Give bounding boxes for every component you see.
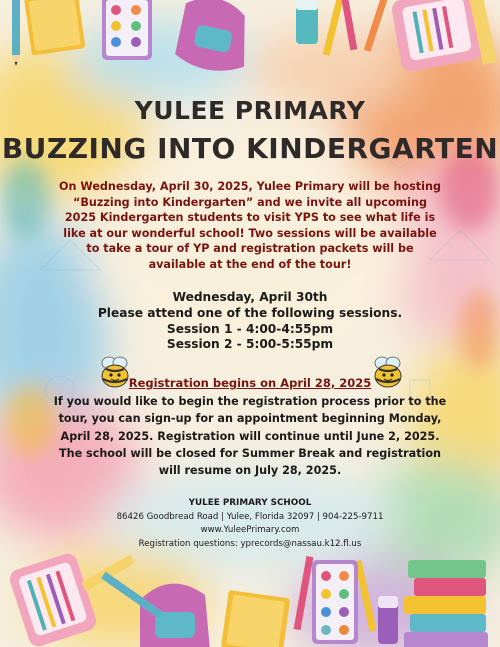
school-address: 86426 Goodbread Road | Yulee, Florida 32097 | 904-225-9711 bbox=[116, 511, 384, 522]
school-name: YULEE PRIMARY SCHOOL bbox=[188, 498, 312, 508]
school-website[interactable]: www.YuleePrimary.com bbox=[200, 525, 300, 536]
intro-paragraph: On Wednesday, April 30, 2025, Yulee Primary will be hosting “Buzzing into Kindergarten” and we invite all upcoming 2025 Kindergarten students to visit YPS to see what life is like at our wonderful school! Two sessions will be available to take a tour of YP and registration packets will be available at the end of the tour! bbox=[59, 180, 441, 271]
registration-heading: Registration begins on April 28, 2025 bbox=[128, 376, 372, 390]
session-2: Session 2 - 5:00-5:55pm bbox=[166, 337, 334, 352]
title-line-2: BUZZING INTO KINDERGARTEN bbox=[1, 132, 499, 165]
school-contact-block bbox=[0, 497, 500, 551]
session-1: Session 1 - 4:00-4:55pm bbox=[166, 321, 334, 336]
registration-questions[interactable]: Registration questions: yprecords@nassau.k12.fl.us bbox=[138, 538, 362, 549]
event-date: Wednesday, April 30th bbox=[172, 290, 328, 304]
registration-paragraph: If you would like to begin the registration process prior to the tour, you can sign-up for an appointment beginning Monday, April 28, 2025. Registration will continue until June 2, 2025. The school will be closed for Summer Break and registration will resume on July 28, 2025. bbox=[53, 395, 447, 478]
title-line-1: YULEE PRIMARY bbox=[134, 96, 366, 125]
sessions-block bbox=[0, 290, 500, 353]
session-instruction: Please attend one of the following sessions. bbox=[97, 305, 403, 320]
